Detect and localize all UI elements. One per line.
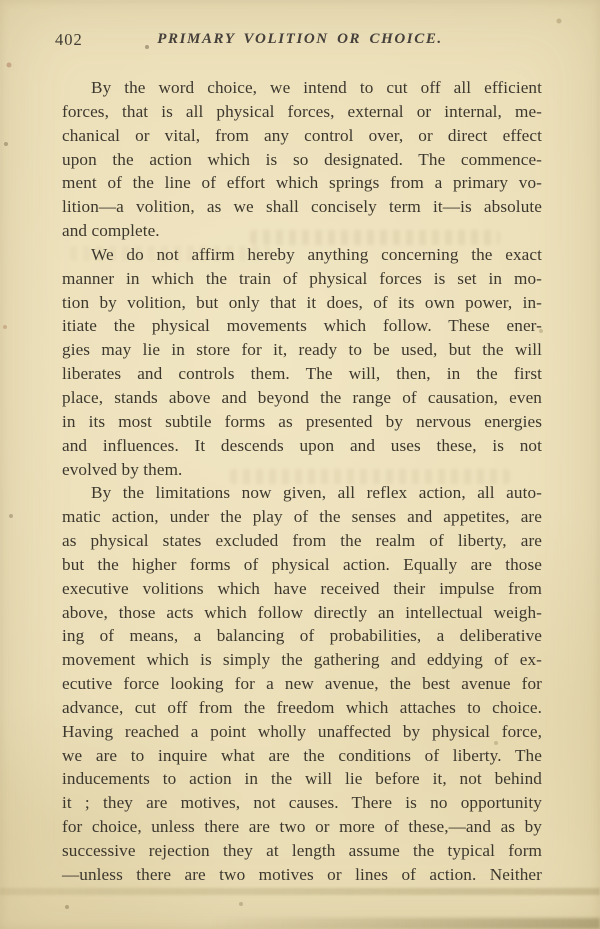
text-line: lition—a volition, as we shall concisely term it—is absolute [62, 197, 542, 217]
text-line: forces, that is all physical forces, external or internal, me- [62, 101, 542, 121]
scan-shadow-streak [0, 888, 600, 895]
text-line: By the word choice, we intend to cut off all efficient [91, 78, 542, 97]
text-line: ing of means, a balancing of probabilities, a deliberative [62, 626, 542, 646]
text-line: advance, cut off from the freedom which attaches to choice. [62, 697, 542, 717]
text-line: ment of the line of effort which springs from a primary vo- [62, 173, 542, 193]
text-line: for choice, unless there are two or more of these,—and as by [62, 817, 542, 837]
text-line: —unless there are two motives or lines of action. Neither [62, 864, 542, 884]
text-line: evolved by them. [62, 459, 183, 479]
text-line: manner in which the train of physical forces is set in mo- [62, 268, 542, 288]
text-line: liberates and controls them. The will, then, in the first [62, 364, 542, 384]
page-number: 402 [55, 30, 83, 49]
text-line: but the higher forms of physical action. Equally are those [62, 554, 542, 574]
text-line: we are to inquire what are the conditions of liberty. The [62, 745, 542, 765]
text-line: tion by volition, but only that it does, of its own power, in- [62, 292, 542, 312]
text-line: itiate the physical movements which follow. These ener- [62, 316, 542, 336]
text-line: matic action, under the play of the senses and appetites, are [62, 507, 542, 527]
text-line: successive rejection they at length assume the typical form [62, 841, 542, 860]
running-title: PRIMARY VOLITION OR CHOICE. [157, 31, 443, 47]
text-line: and complete. [62, 221, 160, 241]
text-line: in its most subtile forms as presented by nervous energies [62, 411, 542, 431]
text-line: as physical states excluded from the realm of liberty, are [62, 531, 542, 551]
text-line: upon the action which is so designated. The commence- [62, 149, 542, 169]
text-line: place, stands above and beyond the range of causation, even [62, 387, 542, 407]
text-line: ecutive force looking for a new avenue, the best avenue for [62, 674, 542, 694]
text-line: and influences. It descends upon and uses these, is not [62, 435, 542, 455]
text-line: By the limitations now given, all reflex action, all auto- [91, 483, 542, 503]
text-line: gies may lie in store for it, ready to be used, but the will [62, 340, 542, 360]
text-line: executive volitions which have received their impulse from [62, 578, 542, 598]
running-head [0, 30, 600, 50]
text-line: chanical or vital, from any control over, or direct effect [62, 125, 542, 145]
text-line: movement which is simply the gathering and eddying of ex- [62, 650, 542, 670]
page-body [62, 76, 542, 887]
text-line: above, those acts which follow directly an intellectual weigh- [62, 602, 542, 622]
text-line: We do not affirm hereby anything concerning the exact [91, 244, 542, 264]
text-line: Having reached a point wholly unaffected by physical force, [62, 721, 542, 741]
text-line: it ; they are motives, not causes. There is no opportunity [62, 793, 542, 813]
scan-shadow-corner [0, 918, 600, 929]
paper-speckles [0, 0, 2, 2]
text-line: inducements to action in the will lie before it, not behind [62, 769, 542, 789]
